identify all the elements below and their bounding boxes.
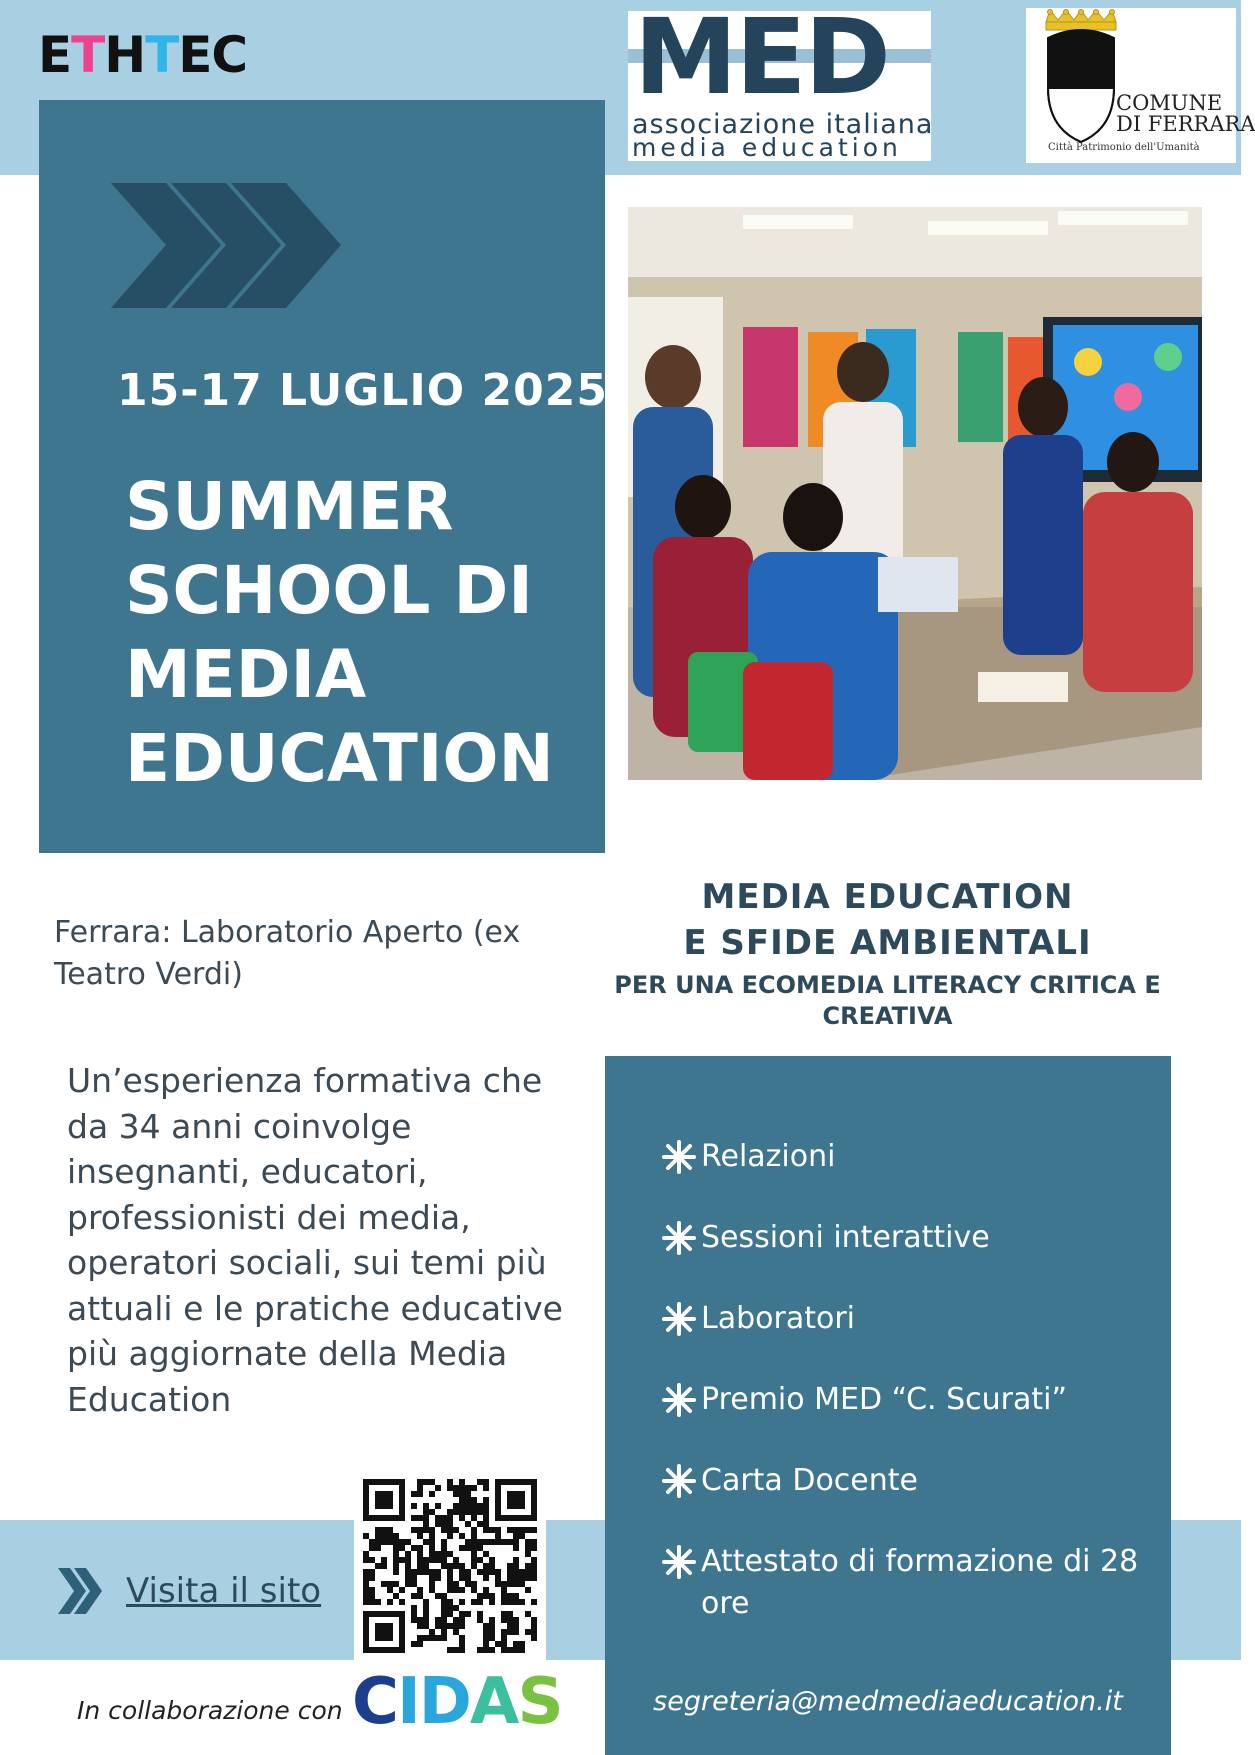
intro-paragraph: Un’esperienza formativa che da 34 anni coinvolge insegnanti, educatori, professionisti dei media, operatori sociali, sui temi più attuali e le pratiche educative più aggiornate della Media Education <box>67 1061 563 1419</box>
feature-label: Relazioni <box>701 1139 836 1174</box>
cidas-letter: I <box>396 1665 419 1739</box>
event-theme <box>610 874 1165 1032</box>
feature-item <box>661 1460 1141 1502</box>
asterisk-icon <box>661 1463 697 1499</box>
ethtec-logo <box>38 26 248 84</box>
visit-site[interactable] <box>56 1566 321 1616</box>
qr-code-graphic <box>354 1471 546 1661</box>
event-title-line-2: SCHOOL DI <box>125 552 533 629</box>
asterisk-icon <box>661 1544 697 1580</box>
ethtec-letter: EC <box>178 26 248 84</box>
feature-item <box>661 1541 1141 1625</box>
ethtec-letter: T <box>145 26 179 84</box>
feature-item <box>661 1379 1141 1421</box>
ferrara-crest-icon <box>1036 10 1126 145</box>
chevrons-icon <box>111 183 371 308</box>
feature-label: Carta Docente <box>701 1463 918 1498</box>
med-logo-subtitle-2: media education <box>632 133 902 162</box>
features-list <box>661 1136 1141 1664</box>
theme-line-2: E SFIDE AMBIENTALI <box>683 923 1092 963</box>
visit-site-link[interactable]: Visita il sito <box>126 1571 322 1611</box>
asterisk-icon <box>661 1382 697 1418</box>
feature-item <box>661 1298 1141 1340</box>
ethtec-letter: T <box>71 26 105 84</box>
comune-city: DI FERRARA <box>1116 112 1255 136</box>
event-title-line-3: MEDIA <box>125 636 367 713</box>
comune-ferrara-logo <box>1026 8 1255 163</box>
comune-label: COMUNE <box>1116 91 1223 115</box>
feature-label: Laboratori <box>701 1301 855 1336</box>
comune-tagline: Città Patrimonio dell'Umanità <box>1048 142 1200 153</box>
event-title-line-4: EDUCATION <box>125 720 554 797</box>
cidas-logo <box>352 1665 562 1739</box>
event-title-line-1: SUMMER <box>125 468 454 545</box>
med-logo-subtitle-1: associazione italiana <box>632 109 934 140</box>
feature-label: Premio MED “C. Scurati” <box>701 1382 1068 1417</box>
asterisk-icon <box>661 1139 697 1175</box>
theme-subtitle: PER UNA ECOMEDIA LITERACY CRITICA E CREATIVA <box>614 971 1161 1030</box>
feature-item <box>661 1217 1141 1259</box>
collaboration-label: In collaborazione con <box>77 1696 343 1725</box>
cidas-letter: C <box>352 1665 397 1739</box>
asterisk-icon <box>661 1220 697 1256</box>
med-logo <box>628 0 934 162</box>
event-date: 15-17 LUGLIO 2025 <box>117 365 608 416</box>
cidas-letter: A <box>469 1665 518 1739</box>
double-chevron-icon <box>56 1566 106 1616</box>
classroom-illustration <box>628 207 1202 780</box>
cidas-letter: S <box>517 1665 562 1739</box>
qr-code[interactable] <box>354 1471 546 1661</box>
cidas-letter: D <box>418 1665 470 1739</box>
classroom-photo <box>628 207 1202 780</box>
ethtec-letter: H <box>104 26 146 84</box>
hero-panel <box>39 100 608 853</box>
feature-label: Attestato di formazione di 28 ore <box>701 1544 1139 1621</box>
feature-label: Sessioni interattive <box>701 1220 990 1255</box>
asterisk-icon <box>661 1301 697 1337</box>
features-panel <box>605 1056 1171 1755</box>
event-location: Ferrara: Laboratorio Aperto (ex Teatro Verdi) <box>54 915 521 992</box>
event-title <box>125 465 595 801</box>
ethtec-letter: E <box>38 26 72 84</box>
med-logo-name: MED <box>634 0 889 118</box>
feature-item <box>661 1136 1141 1178</box>
theme-line-1: MEDIA EDUCATION <box>701 877 1074 917</box>
contact-email[interactable]: segreteria@medmediaeducation.it <box>653 1686 1123 1717</box>
